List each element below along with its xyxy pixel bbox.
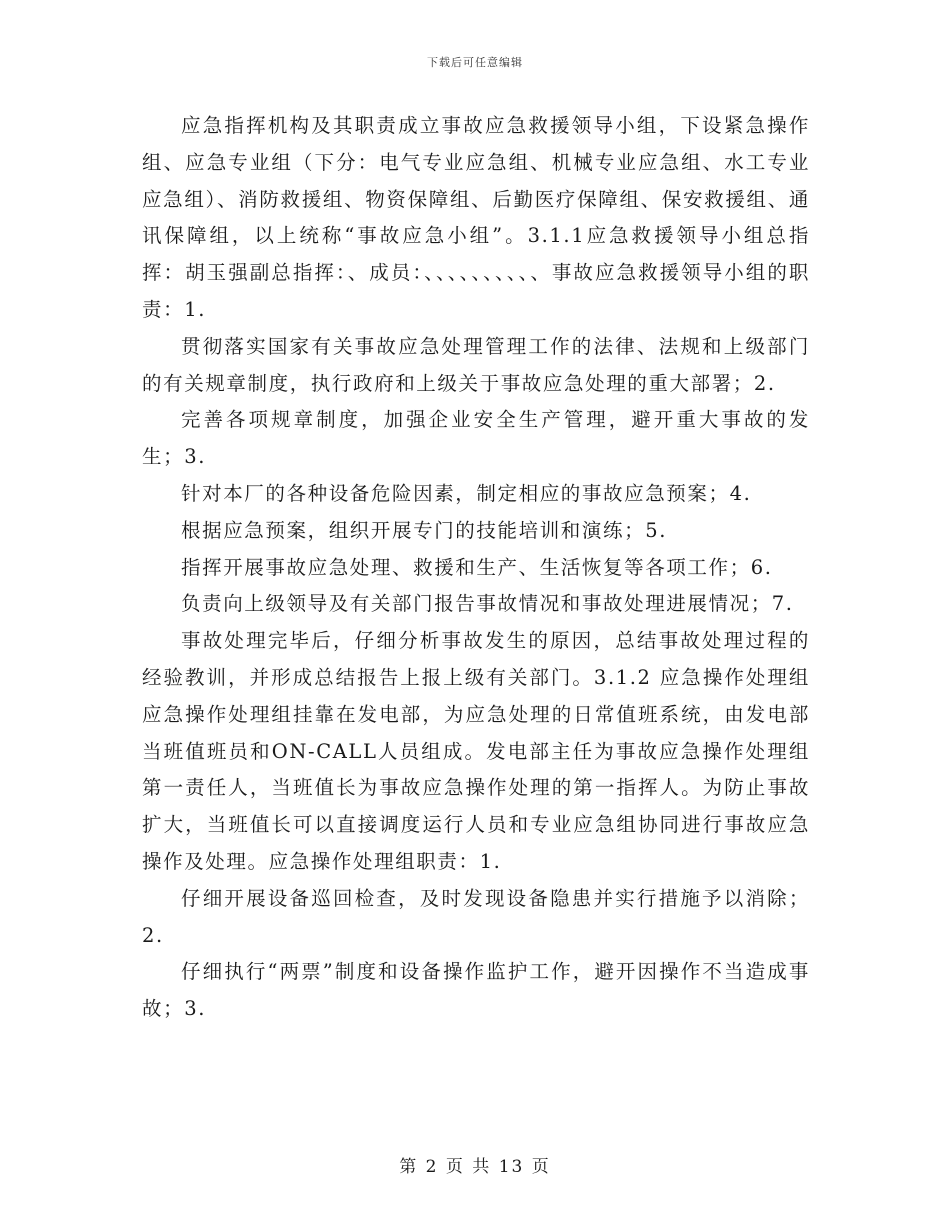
paragraph-1: 应急指挥机构及其职责成立事故应急救援领导小组，下设紧急操作组、应急专业组（下分：电气专业应急组、机械专业应急组、水工专业应急组）、消防救援组、物资保障组、后勤医疗保障组、保安救援组、通讯保障组，以上统称“事故应急小组”。3.1.1应急救援领导小组总指挥：胡玉强副总指挥：、成员：、、、、、、、、、、事故应急救援领导小组的职责：1. <box>142 114 810 321</box>
paragraph-4: 针对本厂的各种设备危险因素，制定相应的事故应急预案；4. <box>181 481 752 505</box>
paragraph-3: 完善各项规章制度，加强企业安全生产管理，避开重大事故的发生；3. <box>142 408 810 469</box>
paragraph-10: 仔细执行“两票”制度和设备操作监护工作，避开因操作不当造成事故；3. <box>142 960 810 1021</box>
paragraph-6: 指挥开展事故应急处理、救援和生产、生活恢复等各项工作；6. <box>181 555 773 579</box>
document-body <box>142 108 810 1028</box>
paragraph-5: 根据应急预案，组织开展专门的技能培训和演练；5. <box>181 518 668 542</box>
paragraph-8: 事故处理完毕后，仔细分析事故发生的原因，总结事故处理过程的经验教训，并形成总结报告上报上级有关部门。3.1.2 应急操作处理组应急操作处理组挂靠在发电部，为应急处理的日常值班系统，由发电部当班值班员和ON-CALL人员组成。发电部主任为事故应急操作处理组第一责任人，当班值长为事故应急操作处理的第一指挥人。为防止事故扩大，当班值长可以直接调度运行人员和专业应急组协同进行事故应急操作及处理。应急操作处理组职责：1. <box>142 629 810 873</box>
paragraph-7: 负责向上级领导及有关部门报告事故情况和事故处理进展情况；7. <box>181 592 794 616</box>
page-number: 第 2 页 共 13 页 <box>399 1157 551 1177</box>
page-header-note: 下载后可任意编辑 <box>427 56 523 69</box>
paragraph-2: 贯彻落实国家有关事故应急处理管理工作的法律、法规和上级部门的有关规章制度，执行政府和上级关于事故应急处理的重大部署；2. <box>142 334 810 395</box>
paragraph-9: 仔细开展设备巡回检查，及时发现设备隐患并实行措施予以消除；2. <box>142 886 810 947</box>
